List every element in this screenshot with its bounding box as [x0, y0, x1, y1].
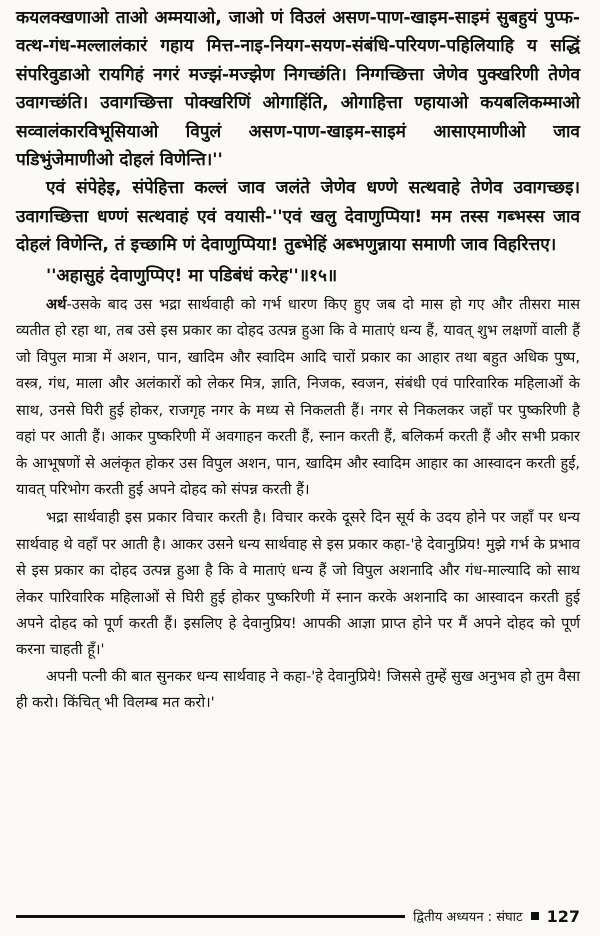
- footer-rule: [16, 915, 405, 918]
- chapter-title: द्वितीय अध्ययन : संघाट: [413, 910, 523, 925]
- hindi-paragraph-2: भद्रा सार्थवाही इस प्रकार विचार करती है। विचार करके दूसरे दिन सूर्य के उदय होने पर जहाँ पर धन्य सार्थवाह थे वहाँ पर आती है। आकर उसने धन्य सार्थवाह से इस प्रकार कहा-'हे देवानुप्रिय! मुझे गर्भ के प्रभाव से इस प्रकार का दोहद उत्पन्न हुआ है कि वे माताएं धन्य हैं जो विपुल अशनादि और गंध-माल्यादि को साथ लेकर पारिवारिक महिलाओं से घिरी हुई होकर पुष्करिणी में स्नान करके अशनादि का आस्वादन करती हुई अपने दोहद को पूर्ण करती हैं। इसलिए हे देवानुप्रिय! आपकी आज्ञा प्राप्त होने पर मैं अपने दोहद को पूर्ण करना चाहती हूँ।': [16, 509, 580, 659]
- prakrit-paragraph-1: कयलक्खणाओ ताओ अम्मयाओ, जाओ णं विउलं असण-पाण-खाइम-साइमं सुबहुयं पुप्फ-वत्थ-गंध-मल्लालंकारं गहाय मित्त-नाइ-नियग-सयण-संबंधि-परियण-पहिलियाहि य सद्धिं संपरिवुडाओ रायगिहं नगरं मज्झं-मज्झेण निगच्छंति। निग्गच्छित्ता जेणेव पुक्खरिणी तेणेव उवागच्छंति। उवागच्छित्ता पोक्खरिणिं ओगाहिंति, ओगाहित्ता ण्हायाओ कयबलिकम्माओ सव्वालंकारविभूसियाओ विपुलं असण-पाण-खाइम-साइमं आसाएमाणीओ जाव पडिभुंजेमाणीओ दोहलं विणेन्ति।'': [16, 8, 580, 171]
- hindi-paragraph-3: अपनी पत्नी की बात सुनकर धन्य सार्थवाह ने कहा-'हे देवानुप्रिये! जिससे तुम्हें सुख अनुभव हो तुम वैसा ही करो। किंचित् भी विलम्ब मत करो।': [16, 667, 580, 712]
- square-bullet-icon: [531, 912, 539, 920]
- hindi-paragraph-1: [16, 292, 580, 503]
- hindi-paragraph-1-text: -उसके बाद उस भद्रा सार्थवाही को गर्भ धारण किए हुए जब दो मास हो गए और तीसरा मास व्यतीत हो रहा था, तब उसे इस प्रकार का दोहद उत्पन्न हुआ कि वे माताएं धन्य हैं, यावत् शुभ लक्षणों वाली हैं जो विपुल मात्रा में अशन, पान, खादिम और स्वादिम आदि चारों प्रकार का आहार तथा बहुत अधिक पुष्प, वस्त्र, गंध, माला और अलंकारों को लेकर मित्र, ज्ञाति, निजक, स्वजन, संबंधी एवं पारिवारिक महिलाओं के साथ, उनसे घिरी हुई होकर, राजगृह नगर के मध्य से निकलती हैं। नगर से निकलकर जहाँ पर पुष्करिणी है वहां पर आती हैं। आकर पुष्करिणी में अवगाहन करती हैं, स्नान करती हैं, बलिकर्म करती हैं और सभी प्रकार के आभूषणों से अलंकृत होकर उस विपुल अशन, पान, खादिम और स्वादिम आहार का आस्वादन करती हुई, यावत् परिभोग करती हुई अपने दोहद को संपन्न करती हैं।: [16, 296, 580, 498]
- page-number: 127: [546, 906, 580, 926]
- page-footer: [16, 904, 580, 928]
- prakrit-paragraph-2: एवं संपेहेइ, संपेहित्ता कल्लं जाव जलंते जेणेव धण्णे सत्थवाहे तेणेव उवागच्छइ। उवागच्छित्ता धण्णं सत्थवाहं एवं वयासी-''एवं खलु देवाणुप्पिया! मम तस्स गब्भस्स जाव दोहलं विणेन्ति, तं इच्छामि णं देवाणुप्पिया! तुब्भेहिं अब्भणुन्नाया समाणी जाव विहरित्तए।: [16, 178, 580, 256]
- prakrit-verse-quote: ''अहासुहं देवाणुप्पिए! मा पडिबंधं करेह''॥१५॥: [46, 265, 338, 286]
- meaning-label: अर्थ: [46, 296, 67, 314]
